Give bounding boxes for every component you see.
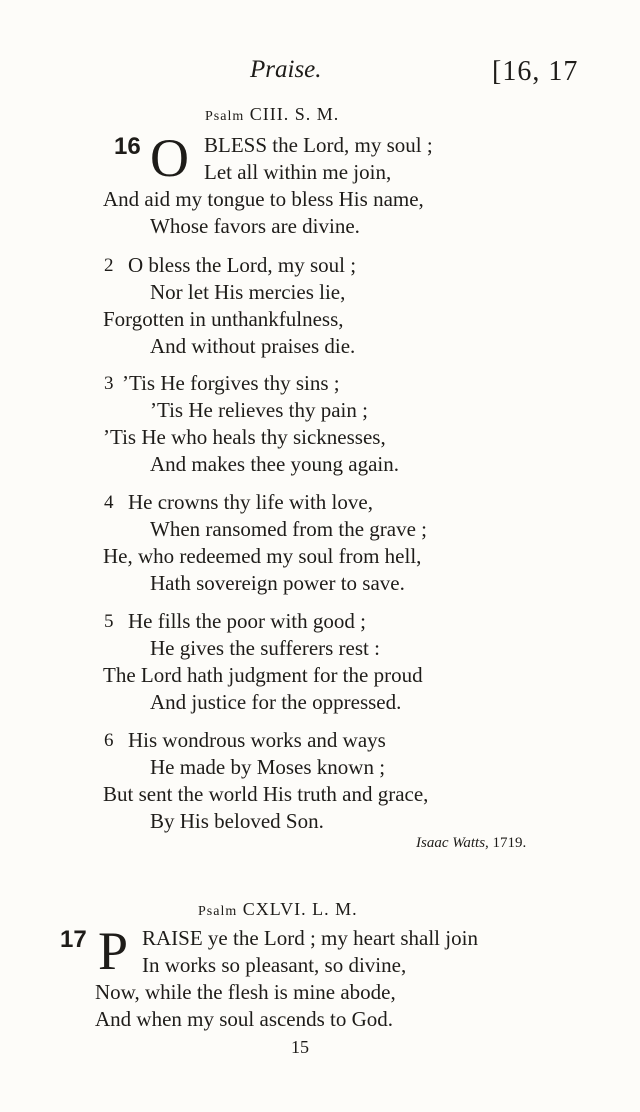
attribution-year: , 1719. xyxy=(485,835,527,851)
hymn17-heading-psalm: Psalm xyxy=(198,904,238,919)
verse-6-line-1: His wondrous works and ways xyxy=(128,728,386,752)
verse-3-line-3: ’Tis He who heals thy sicknesses, xyxy=(103,425,386,449)
verse-5-line-4: And justice for the oppressed. xyxy=(150,690,402,714)
verse-5-line-2: He gives the sufferers rest : xyxy=(150,636,380,660)
attribution-author: Isaac Watts xyxy=(416,835,486,851)
verse-5-line-1: He fills the poor with good ; xyxy=(128,609,366,633)
hymn16-number: 16 xyxy=(114,133,141,160)
hymn16-drop-cap: O xyxy=(150,128,189,188)
hymn16-line-4: Whose favors are divine. xyxy=(150,214,360,238)
verse-2-number: 2 xyxy=(104,255,114,276)
verse-6-line-3: But sent the world His truth and grace, xyxy=(103,782,429,806)
verse-5-number: 5 xyxy=(104,611,114,632)
verse-2-line-3: Forgotten in unthankfulness, xyxy=(103,307,344,331)
hymn16-attribution xyxy=(416,835,526,852)
verse-5-line-3: The Lord hath judgment for the proud xyxy=(103,663,423,687)
running-head-hymn-numbers: [16, 17 xyxy=(492,56,579,87)
verse-3-line-1: ’Tis He forgives thy sins ; xyxy=(122,371,340,395)
verse-4-number: 4 xyxy=(104,492,114,513)
verse-6-line-4: By His beloved Son. xyxy=(150,809,324,833)
verse-3-number: 3 xyxy=(104,373,114,394)
running-head-title: Praise. xyxy=(250,56,322,83)
hymn16-heading xyxy=(205,104,339,125)
verse-4-line-4: Hath sovereign power to save. xyxy=(150,571,405,595)
hymn16-line-1: BLESS the Lord, my soul ; xyxy=(204,133,433,157)
verse-2-line-1: O bless the Lord, my soul ; xyxy=(128,253,357,277)
verse-2-line-2: Nor let His mercies lie, xyxy=(150,280,346,304)
verse-4-line-3: He, who redeemed my soul from hell, xyxy=(103,544,422,568)
hymn17-heading-rest: CXLVI. L. M. xyxy=(237,899,358,919)
verse-6-number: 6 xyxy=(104,730,114,751)
verse-3-line-4: And makes thee young again. xyxy=(150,452,400,476)
hymn16-line-3: And aid my tongue to bless His name, xyxy=(103,187,424,211)
verse-4-line-1: He crowns thy life with love, xyxy=(128,490,373,514)
hymn16-heading-psalm: Psalm xyxy=(205,109,245,124)
page-number: 15 xyxy=(291,1037,309,1057)
verse-2-line-4: And without praises die. xyxy=(150,334,356,358)
hymn17-line-1: RAISE ye the Lord ; my heart shall join xyxy=(142,926,478,950)
hymn17-number: 17 xyxy=(60,926,87,953)
hymn17-drop-cap: P xyxy=(98,921,129,981)
hymn17-line-2: In works so pleasant, so divine, xyxy=(142,953,407,977)
verse-4-line-2: When ransomed from the grave ; xyxy=(150,517,427,541)
hymn17-line-3: Now, while the flesh is mine abode, xyxy=(95,980,396,1004)
verse-3-line-2: ’Tis He relieves thy pain ; xyxy=(150,398,368,422)
hymn17-line-4: And when my soul ascends to God. xyxy=(95,1007,394,1031)
verse-6-line-2: He made by Moses known ; xyxy=(150,755,386,779)
hymn16-line-2: Let all within me join, xyxy=(204,160,392,184)
hymn17-heading xyxy=(198,899,358,920)
hymn16-heading-rest: CIII. S. M. xyxy=(244,104,340,124)
